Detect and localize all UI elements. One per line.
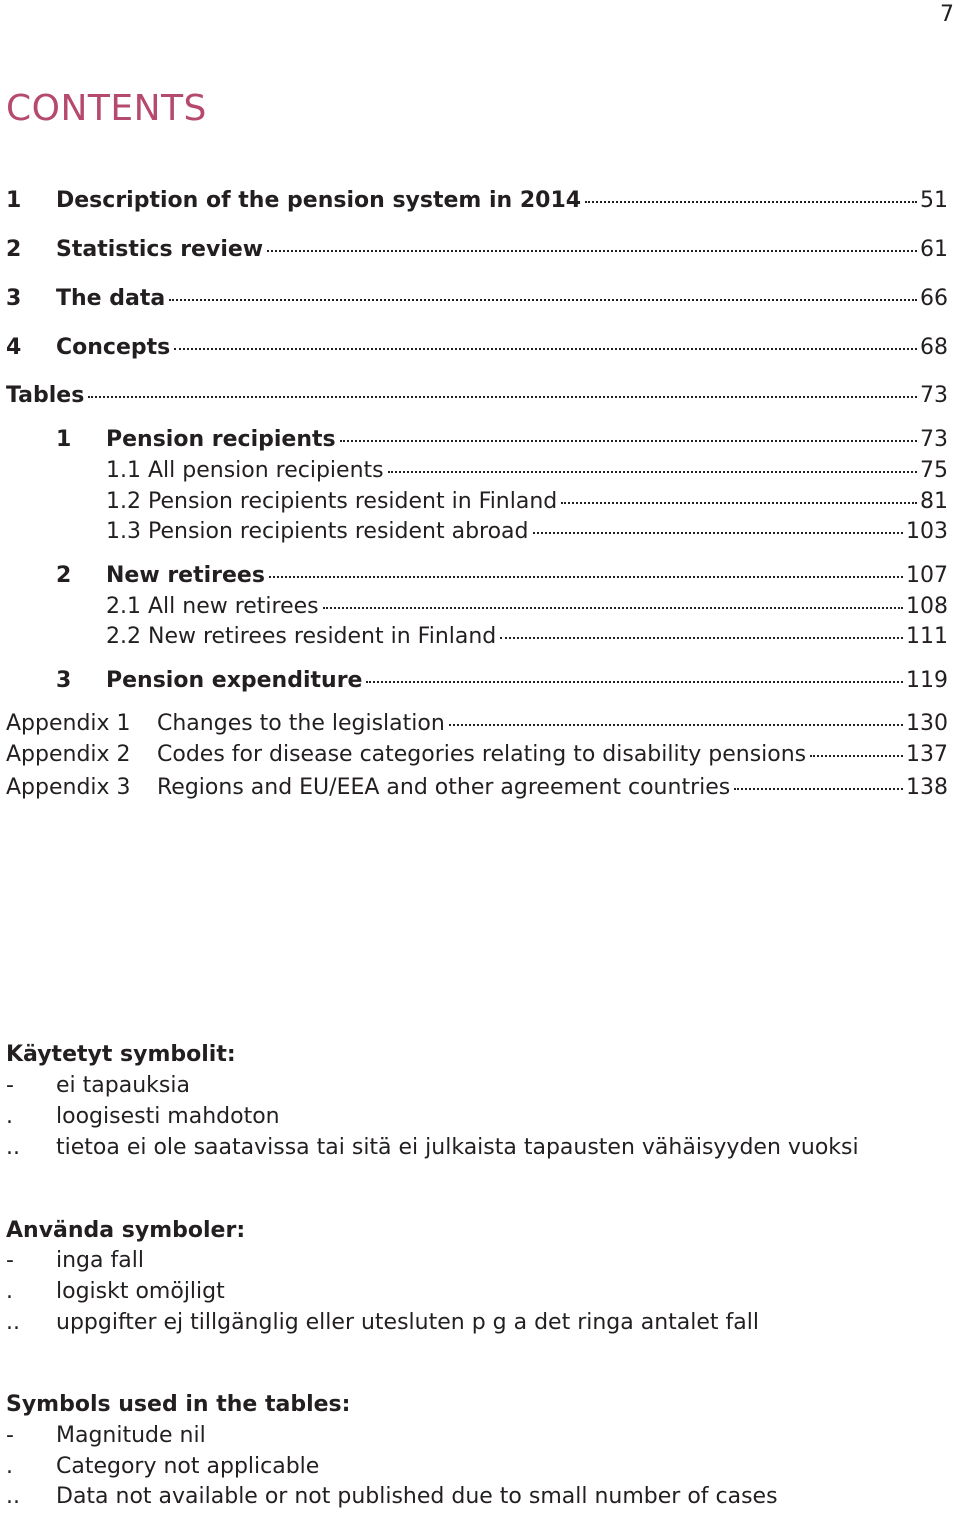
symbol-item [6, 1073, 190, 1098]
toc-entry-label: Codes for disease categories relating to disability pensions [157, 742, 807, 767]
symbol-mark: .. [6, 1310, 20, 1335]
symbols-en-heading: Symbols used in the tables: [6, 1392, 351, 1417]
toc-entry-page: 138 [906, 775, 948, 800]
appendix-name: Appendix 3 [6, 775, 131, 800]
appendix-name: Appendix 1 [6, 711, 131, 736]
toc-entry-page: 75 [920, 458, 948, 483]
symbol-item [6, 1135, 859, 1160]
toc-entry-number: 2 [56, 563, 72, 588]
toc-entry-page: 68 [920, 335, 948, 360]
toc-entry-label: The data [56, 286, 166, 311]
page-title: CONTENTS [6, 88, 207, 129]
symbol-item [6, 1248, 144, 1273]
leader-dots [269, 576, 903, 578]
toc-entry-label: Pension expenditure [106, 668, 363, 693]
symbol-mark: .. [6, 1135, 20, 1160]
leader-dots [169, 299, 917, 301]
toc-entry[interactable] [6, 188, 948, 213]
toc-entry-label: Concepts [56, 335, 171, 360]
toc-entry-tables[interactable] [6, 383, 948, 408]
toc-entry-page: 73 [920, 427, 948, 452]
toc-subsection[interactable] [106, 594, 948, 619]
toc-entry-page: 73 [920, 383, 948, 408]
symbol-mark: . [6, 1454, 13, 1479]
toc-section[interactable] [56, 563, 948, 588]
toc-subsection[interactable] [106, 519, 948, 544]
symbols-sv-heading: Använda symboler: [6, 1218, 246, 1243]
leader-dots [88, 396, 917, 398]
toc-entry[interactable] [6, 335, 948, 360]
symbol-text: tietoa ei ole saatavissa tai sitä ei julkaista tapausten vähäisyyden vuoksi [56, 1135, 859, 1160]
toc-entry-label: New retirees [106, 563, 265, 588]
leader-dots [585, 201, 917, 203]
toc-entry[interactable] [6, 286, 948, 311]
symbol-item [6, 1279, 225, 1304]
symbol-text: loogisesti mahdoton [56, 1104, 280, 1129]
toc-entry-page: 103 [906, 519, 948, 544]
toc-entry-number: 4 [6, 335, 22, 360]
leader-dots [323, 607, 903, 609]
toc-section[interactable] [56, 427, 948, 452]
symbol-text: logiskt omöjligt [56, 1279, 225, 1304]
toc-entry-label: Statistics review [56, 237, 264, 262]
toc-section[interactable] [56, 668, 948, 693]
toc-entry-number: 3 [6, 286, 22, 311]
leader-dots [388, 471, 917, 473]
leader-dots [174, 348, 917, 350]
toc-appendix[interactable] [6, 742, 948, 767]
toc-subsection[interactable] [106, 458, 948, 483]
toc-entry-page: 51 [920, 188, 948, 213]
toc-entry-page: 61 [920, 237, 948, 262]
leader-dots [500, 637, 903, 639]
symbol-text: Magnitude nil [56, 1423, 206, 1448]
symbol-mark: - [6, 1248, 14, 1273]
leader-dots [267, 250, 917, 252]
toc-subsection[interactable] [106, 624, 948, 649]
toc-entry-page: 81 [920, 489, 948, 514]
symbol-item [6, 1454, 319, 1479]
toc-entry-label: Pension recipients [106, 427, 336, 452]
appendix-name: Appendix 2 [6, 742, 131, 767]
toc-entry-label: 2.2 New retirees resident in Finland [106, 624, 497, 649]
symbols-fi-heading: Käytetyt symbolit: [6, 1042, 236, 1067]
leader-dots [340, 440, 917, 442]
symbol-text: uppgifter ej tillgänglig eller utesluten p g a det ringa antalet fall [56, 1310, 760, 1335]
symbol-mark: .. [6, 1484, 20, 1509]
toc-entry-label: 2.1 All new retirees [106, 594, 319, 619]
toc-entry-number: 1 [56, 427, 72, 452]
toc-entry-page: 107 [906, 563, 948, 588]
toc-entry-number: 2 [6, 237, 22, 262]
toc-entry-label: Changes to the legislation [157, 711, 445, 736]
symbol-text: Data not available or not published due to small number of cases [56, 1484, 778, 1509]
symbol-item [6, 1423, 206, 1448]
symbol-text: inga fall [56, 1248, 144, 1273]
leader-dots [449, 724, 903, 726]
toc-subsection[interactable] [106, 489, 948, 514]
symbol-text: ei tapauksia [56, 1073, 190, 1098]
page-number: 7 [940, 2, 954, 27]
symbol-mark: . [6, 1104, 13, 1129]
toc-entry-page: 130 [906, 711, 948, 736]
symbol-item [6, 1104, 280, 1129]
toc-entry-page: 119 [906, 668, 948, 693]
symbol-item [6, 1484, 778, 1509]
toc-entry-number: 3 [56, 668, 72, 693]
leader-dots [533, 532, 903, 534]
toc-entry-number: 1 [6, 188, 22, 213]
toc-entry-page: 108 [906, 594, 948, 619]
symbol-mark: - [6, 1073, 14, 1098]
leader-dots [810, 755, 903, 757]
leader-dots [734, 788, 903, 790]
toc-entry[interactable] [6, 237, 948, 262]
toc-entry-page: 66 [920, 286, 948, 311]
toc-appendix[interactable] [6, 775, 948, 800]
toc-entry-label: Tables [6, 383, 85, 408]
leader-dots [366, 681, 903, 683]
toc-entry-label: 1.2 Pension recipients resident in Finland [106, 489, 558, 514]
toc-entry-page: 111 [906, 624, 948, 649]
toc-entry-label: Description of the pension system in 2014 [56, 188, 582, 213]
toc-appendix[interactable] [6, 711, 948, 736]
toc-entry-label: 1.1 All pension recipients [106, 458, 384, 483]
symbol-mark: - [6, 1423, 14, 1448]
symbol-text: Category not applicable [56, 1454, 320, 1479]
symbol-item [6, 1310, 759, 1335]
toc-entry-page: 137 [906, 742, 948, 767]
toc-entry-label: 1.3 Pension recipients resident abroad [106, 519, 529, 544]
leader-dots [561, 502, 917, 504]
toc-entry-label: Regions and EU/EEA and other agreement countries [157, 775, 731, 800]
symbol-mark: . [6, 1279, 13, 1304]
